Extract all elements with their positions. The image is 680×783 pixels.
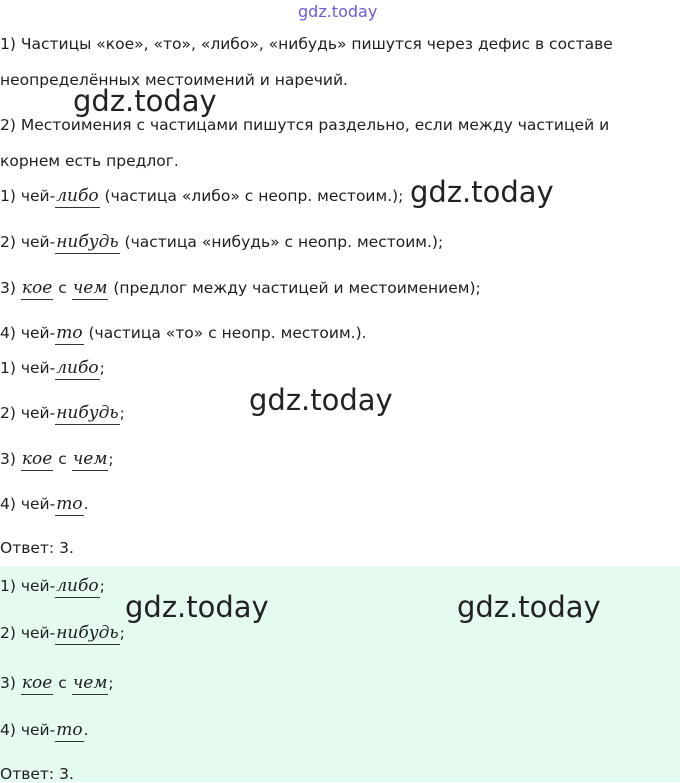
preposition: с <box>53 279 72 297</box>
green-item-3 <box>0 673 114 693</box>
item-prefix: 4) чей- <box>0 324 56 342</box>
watermark: gdz.today <box>125 590 269 624</box>
item-punct: ; <box>119 404 125 422</box>
particle-word: то <box>56 494 83 514</box>
green-answer-text: Ответ: 3. <box>0 765 74 783</box>
item-prefix: 3) <box>0 674 21 692</box>
short-item-1 <box>0 358 105 378</box>
explained-item-3 <box>0 278 481 298</box>
particle-word: кое <box>21 449 53 469</box>
watermark-top: gdz.today <box>298 2 378 21</box>
item-comment: (предлог между частицей и местоимением); <box>108 279 481 297</box>
particle-word: кое <box>21 673 53 693</box>
item-punct: ; <box>99 577 105 595</box>
particle-word: нибудь <box>56 232 119 252</box>
preposition: с <box>53 450 72 468</box>
explained-item-1 <box>0 186 403 206</box>
green-item-1 <box>0 576 105 596</box>
item-punct: ; <box>119 624 125 642</box>
item-prefix: 2) чей- <box>0 624 56 642</box>
particle-word: либо <box>56 576 99 596</box>
particle-word: нибудь <box>56 403 119 423</box>
item-punct: ; <box>99 359 105 377</box>
pronoun-word: чем <box>72 278 108 298</box>
particle-word: то <box>56 323 83 343</box>
short-item-4 <box>0 494 89 514</box>
particle-word: нибудь <box>56 623 119 643</box>
explained-item-4 <box>0 323 367 343</box>
item-prefix: 1) чей- <box>0 577 56 595</box>
green-item-4 <box>0 720 89 740</box>
watermark: gdz.today <box>410 175 554 209</box>
particle-word: либо <box>56 186 99 206</box>
rule-line-4: корнем есть предлог. <box>0 152 179 170</box>
item-prefix: 4) чей- <box>0 495 56 513</box>
rule-line-1: 1) Частицы «кое», «то», «либо», «нибудь» пишутся через дефис в составе <box>0 35 613 53</box>
pronoun-word: чем <box>72 673 108 693</box>
item-prefix: 3) <box>0 450 21 468</box>
particle-word: то <box>56 720 83 740</box>
item-comment: (частица «нибудь» с неопр. местоим.); <box>119 233 444 251</box>
item-prefix: 1) чей- <box>0 187 56 205</box>
watermark: gdz.today <box>73 84 217 118</box>
watermark: gdz.today <box>457 590 601 624</box>
particle-word: кое <box>21 278 53 298</box>
item-punct: ; <box>108 450 114 468</box>
rule-line-3: 2) Местоимения с частицами пишутся раздельно, если между частицей и <box>0 116 610 134</box>
watermark: gdz.today <box>249 383 393 417</box>
pronoun-word: чем <box>72 449 108 469</box>
rule-line-2: неопределённых местоимений и наречий. <box>0 71 348 89</box>
item-prefix: 1) чей- <box>0 359 56 377</box>
short-item-3 <box>0 449 114 469</box>
particle-word: либо <box>56 358 99 378</box>
green-item-2 <box>0 623 125 643</box>
item-comment: (частица «то» с неопр. местоим.). <box>83 324 367 342</box>
item-prefix: 3) <box>0 279 21 297</box>
item-prefix: 2) чей- <box>0 404 56 422</box>
item-punct: ; <box>108 674 114 692</box>
item-punct: . <box>83 495 89 513</box>
short-item-2 <box>0 403 125 423</box>
item-comment: (частица «либо» с неопр. местоим.); <box>99 187 404 205</box>
item-punct: . <box>83 721 89 739</box>
item-prefix: 4) чей- <box>0 721 56 739</box>
item-prefix: 2) чей- <box>0 233 56 251</box>
preposition: с <box>53 674 72 692</box>
explained-item-2 <box>0 232 443 252</box>
answer-text: Ответ: 3. <box>0 539 74 557</box>
